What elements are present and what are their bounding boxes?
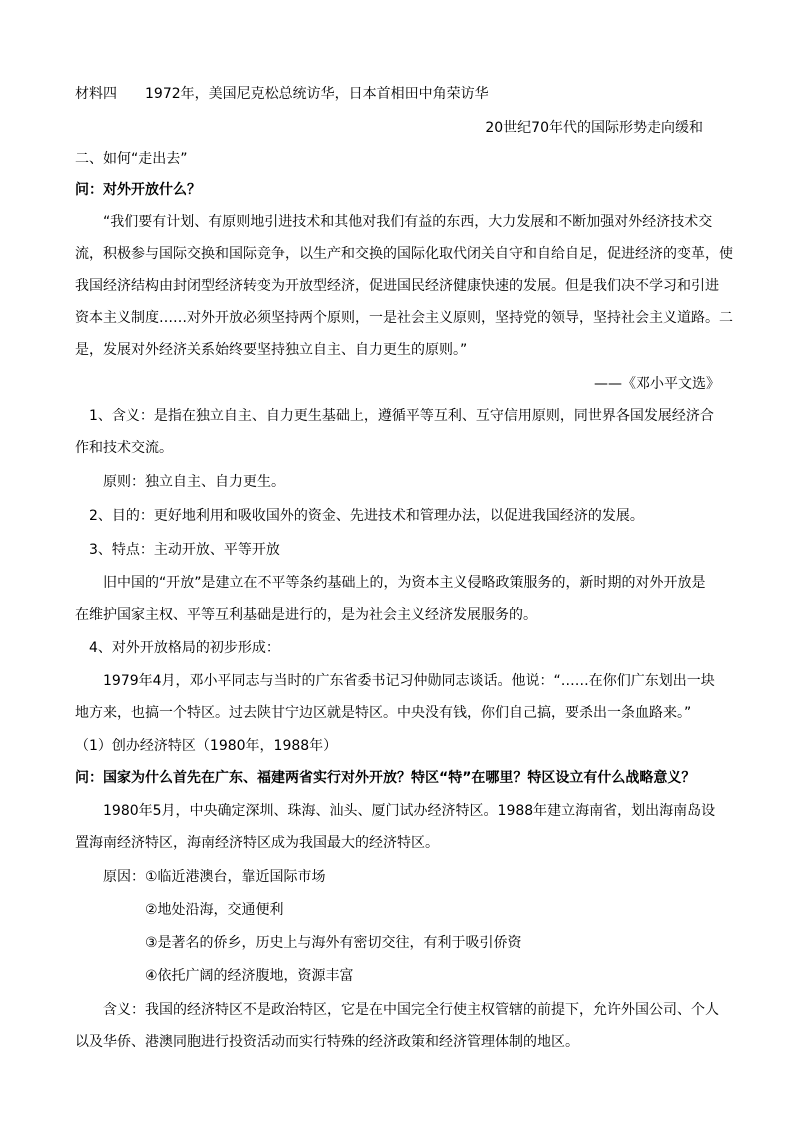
features-text: 3、特点：主动开放、平等开放	[89, 542, 280, 558]
paragraph-1979-line: 1979年4月，邓小平同志与当时的广东省委书记习仲勋同志谈话。他说：“……在你们广东划出一块	[103, 673, 715, 689]
sez-heading: （1）创办经济特区（1980年，1988年）	[75, 738, 338, 754]
reason-item: ②地处沿海，交通便利	[145, 902, 284, 918]
meaning-line: 以及华侨、港澳同胞进行投资活动而实行特殊的经济政策和经济管理体制的地区。	[75, 1034, 579, 1050]
reasons-label: 原因：	[103, 869, 145, 885]
old-china-line: 旧中国的“开放”是建立在不平等条约基础上的，为资本主义侵略政策服务的，新时期的对外开放是	[103, 575, 706, 591]
reason-item: ④依托广阔的经济腹地，资源丰富	[145, 968, 354, 984]
paragraph-1980-line: 置海南经济特区，海南经济特区成为我国最大的经济特区。	[75, 835, 439, 851]
question-1: 问：对外开放什么？	[75, 182, 201, 198]
pattern-heading: 4、对外开放格局的初步形成：	[89, 640, 280, 656]
quote-line: 流，积极参与国际交换和国际竞争，以生产和交换的国际化取代闭关自守和自给自足，促进经济的变革，使	[75, 246, 733, 262]
definition-line: 1、含义：是指在独立自主、自力更生基础上，遵循平等互利、互守信用原则，同世界各国发展经济合	[89, 408, 714, 424]
quote-line: 我国经济结构由封闭型经济转变为开放型经济，促进国民经济健康快速的发展。但是我们决不学习和引进	[75, 278, 719, 294]
meaning-line: 含义：我国的经济特区不是政治特区，它是在中国完全行使主权管辖的前提下，允许外国公司、个人	[103, 1002, 719, 1018]
principle-text: 原则：独立自主、自力更生。	[103, 474, 285, 490]
material4-text: 1972年，美国尼克松总统访华，日本首相田中角荣访华	[145, 86, 489, 102]
question-2: 问：国家为什么首先在广东、福建两省实行对外开放？特区“特”在哪里？特区设立有什么战略意义？	[75, 770, 696, 786]
quote-source: ——《邓小平文选》	[594, 376, 720, 392]
paragraph-1980-line: 1980年5月，中央确定深圳、珠海、汕头、厦门试办经济特区。1988年建立海南省，划出海南岛设	[103, 803, 716, 819]
quote-line: “我们要有计划、有原则地引进技术和其他对我们有益的东西，大力发展和不断加强对外经济技术交	[103, 214, 713, 230]
purpose-text: 2、目的：更好地利用和吸收国外的资金、先进技术和管理办法，以促进我国经济的发展。	[89, 508, 644, 524]
reason-item	[103, 867, 326, 887]
definition-line: 作和技术交流。	[75, 440, 173, 456]
material4-label: 材料四	[75, 86, 117, 102]
reason-item: ③是著名的侨乡，历史上与海外有密切交往，有利于吸引侨资	[145, 935, 522, 951]
conclusion-text: 20世纪70年代的国际形势走向缓和	[485, 120, 703, 136]
section2-title: 二、如何“走出去”	[75, 151, 188, 167]
quote-line: 是，发展对外经济关系始终要坚持独立自主、自力更生的原则。”	[75, 342, 468, 358]
quote-line: 资本主义制度……对外开放必须坚持两个原则，一是社会主义原则，坚持党的领导，坚持社会主义道路。二	[75, 310, 733, 326]
reason-text: ①临近港澳台，靠近国际市场	[145, 869, 326, 885]
paragraph-1979-line: 地方来，也搞一个特区。过去陕甘宁边区就是特区。中央没有钱，你们自己搞，要杀出一条血路来。”	[75, 705, 692, 721]
material4-line	[75, 84, 489, 104]
old-china-line: 在维护国家主权、平等互利基础是进行的，是为社会主义经济发展服务的。	[75, 607, 537, 623]
